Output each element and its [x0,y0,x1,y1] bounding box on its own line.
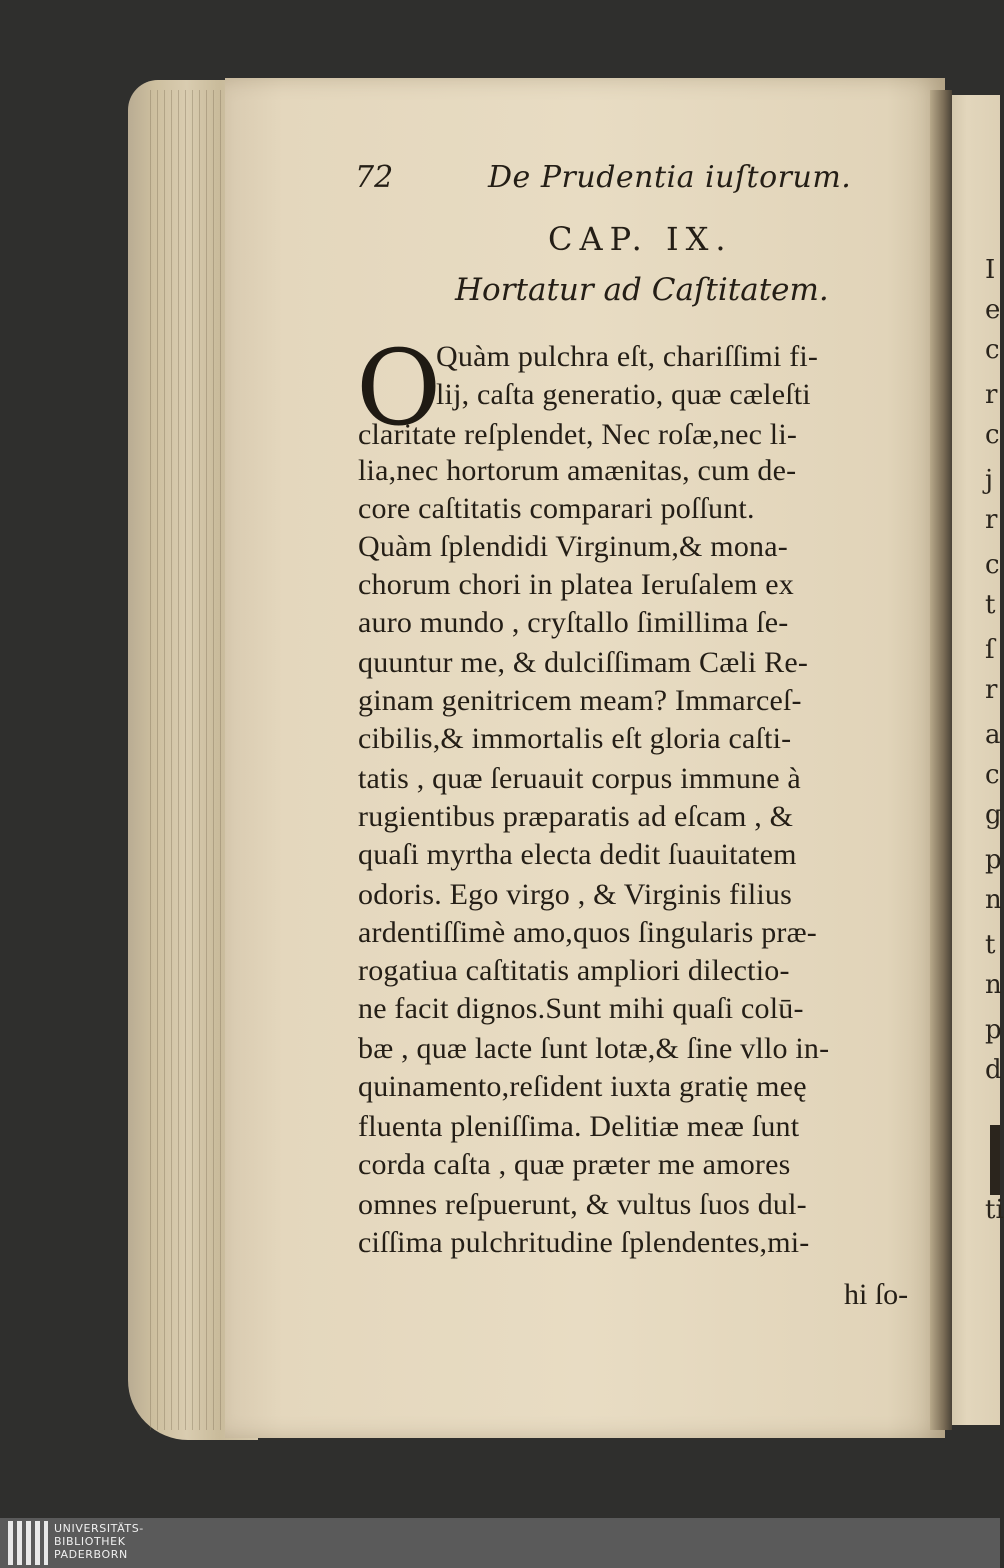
text-line: quinamento,reſident iuxta gratię meę [358,1070,807,1103]
next-page-char: t [985,930,996,960]
next-page-char: p [985,1015,1002,1045]
next-page-char: c [985,760,1000,790]
drop-initial: O [356,327,442,449]
library-logo-icon [8,1521,50,1565]
next-page-char: ti [985,1195,1004,1225]
next-page-char: r [985,505,998,535]
text-line: corda caſta , quæ præter me amores [358,1148,791,1181]
next-page-char: j [985,465,994,495]
next-page-char: c [985,335,1000,365]
text-line: lij, caſta generatio, quæ cæleſti [436,378,811,411]
text-line: auro mundo , cryſtallo ſimillima ſe- [358,606,789,639]
next-page-char: a [985,720,1001,750]
next-page-char: I [985,255,996,285]
next-page-char: d [985,1055,1002,1085]
text-line: odoris. Ego virgo , & Virginis filius [358,878,792,911]
page-number: 72 [355,160,394,195]
library-logo-text [54,1522,144,1561]
text-line: chorum chori in platea Ieruſalem ex [358,568,794,601]
text-line: cibilis,& immortalis eſt gloria caſti- [358,722,792,755]
next-page-char: ſ [985,635,995,665]
catchword: hi ſo- [844,1278,909,1311]
text-line: tatis , quæ ſeruauit corpus immune à [358,762,801,795]
next-page-char: r [985,380,998,410]
logo-line-1: UNIVERSITÄTS- [54,1522,144,1535]
next-page-char: t [985,590,996,620]
text-line: rugientibus præparatis ad eſcam , & [358,800,794,833]
text-line: rogatiua caſtitatis ampliori dilectio- [358,954,790,987]
text-line: quuntur me, & dulciſſimam Cæli Re- [358,646,809,679]
footer-bar [0,1518,1000,1568]
running-title: De Prudentia iuſtorum. [488,160,852,195]
text-line: ardentiſſimè amo,quos ſingularis præ- [358,916,817,949]
text-line: lia,nec hortorum amænitas, cum de- [358,454,797,487]
chapter-heading: CAP. IX. [548,220,733,258]
next-page-char: r [985,675,998,705]
next-page-initial [990,1125,1000,1195]
text-line: fluenta pleniſſima. Delitiæ meæ ſunt [358,1110,800,1143]
chapter-title: Hortatur ad Caſtitatem. [455,272,829,308]
text-line: quaſi myrtha electa dedit ſuauitatem [358,838,797,871]
book-gutter [930,90,952,1430]
next-page-char: n [985,970,1002,1000]
text-line: ginam genitricem meam? Immarceſ- [358,684,802,717]
text-line: core caſtitatis comparari poſſunt. [358,492,755,525]
next-page-char: p [985,845,1002,875]
text-line: Quàm ſplendidi Virginum,& mona- [358,530,788,563]
next-page-char: e [985,295,1001,325]
text-line: omnes reſpuerunt, & vultus ſuos dul- [358,1188,807,1221]
next-page-char: n [985,885,1002,915]
text-line: Quàm pulchra eſt, chariſſimi fi- [436,340,819,373]
logo-line-2: BIBLIOTHEK [54,1535,126,1548]
text-line: bæ , quæ lacte ſunt lotæ,& ſine vllo in- [358,1032,830,1065]
logo-line-3: PADERBORN [54,1548,128,1561]
next-page-char: g [985,800,1002,830]
text-line: ciſſima pulchritudine ſplendentes,mi- [358,1226,810,1259]
text-line: ne facit dignos.Sunt mihi quaſi colū- [358,992,804,1025]
next-page-char: c [985,550,1000,580]
next-page-char: c [985,420,1000,450]
next-page-sliver [945,95,1004,1425]
text-line: claritate reſplendet, Nec roſæ,nec li- [358,418,798,451]
